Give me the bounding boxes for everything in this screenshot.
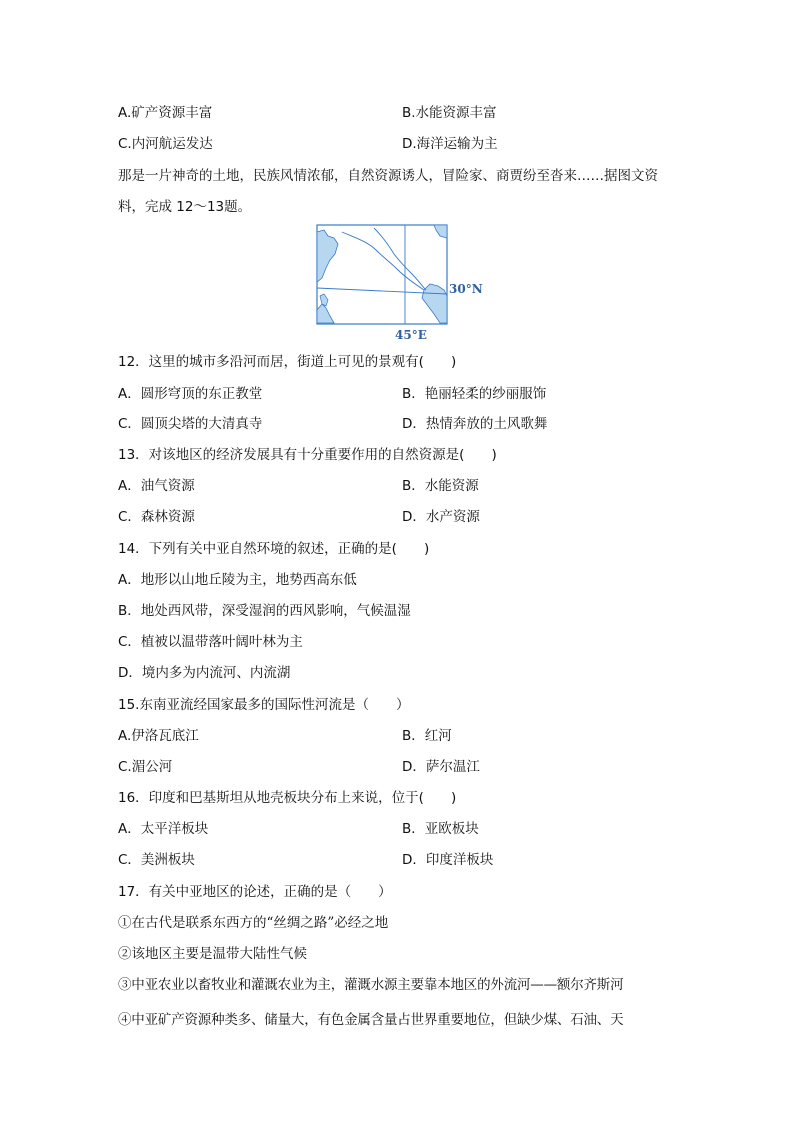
- intro-line-1: 那是一片神奇的土地，民族风情浓郁，自然资源诱人，冒险家、商贾纷至沓来……据图文资: [118, 168, 658, 184]
- q13-option-a: A．油气资源: [118, 478, 195, 494]
- prev-option-c: C.内河航运发达: [118, 136, 213, 152]
- q15-option-a: A.伊洛瓦底江: [118, 728, 199, 744]
- q13-stem: 13．对该地区的经济发展具有十分重要作用的自然资源是( ): [118, 447, 497, 463]
- region-map: [316, 224, 483, 346]
- q15-option-c: C.湄公河: [118, 759, 173, 775]
- q13-option-c: C．森林资源: [118, 509, 195, 525]
- q12-option-b: B．艳丽轻柔的纱丽服饰: [402, 386, 547, 402]
- intro-line-2: 料，完成 12～13题。: [118, 199, 252, 215]
- q12-option-a: A．圆形穹顶的东正教堂: [118, 386, 263, 402]
- q15-stem: 15.东南亚流经国家最多的国际性河流是（ ）: [118, 697, 410, 713]
- prev-option-a: A.矿产资源丰富: [118, 105, 213, 121]
- longitude-label: 45°E: [395, 328, 427, 342]
- q12-stem: 12．这里的城市多沿河而居，街道上可见的景观有( ): [118, 354, 457, 370]
- q14-option-c: C．植被以温带落叶阔叶林为主: [118, 634, 303, 650]
- q17-statement-1: ①在古代是联系东西方的“丝绸之路”必经之地: [118, 915, 389, 931]
- q17-statement-2: ②该地区主要是温带大陆性气候: [118, 946, 307, 962]
- q13-option-d: D．水产资源: [402, 509, 480, 525]
- q15-option-b: B．红河: [402, 728, 452, 744]
- q16-option-d: D．印度洋板块: [402, 852, 494, 868]
- q15-option-d: D．萨尔温江: [402, 759, 480, 775]
- q16-option-c: C．美洲板块: [118, 852, 195, 868]
- prev-option-d: D.海洋运输为主: [402, 136, 498, 152]
- q14-option-a: A．地形以山地丘陵为主，地势西高东低: [118, 572, 357, 588]
- q14-stem: 14．下列有关中亚自然环境的叙述，正确的是( ): [118, 541, 430, 557]
- q12-option-d: D．热情奔放的土风歌舞: [402, 416, 548, 432]
- q16-option-b: B．亚欧板块: [402, 821, 479, 837]
- latitude-label: 30°N: [449, 282, 483, 296]
- q16-stem: 16．印度和巴基斯坦从地壳板块分布上来说，位于( ): [118, 790, 457, 806]
- map-frame: [317, 225, 447, 324]
- q16-option-a: A．太平洋板块: [118, 821, 209, 837]
- prev-option-b: B.水能资源丰富: [402, 105, 497, 121]
- q12-option-c: C．圆顶尖塔的大清真寺: [118, 416, 263, 432]
- q14-option-d: D．境内多为内流河、内流湖: [118, 665, 291, 681]
- q17-statement-4: ④中亚矿产资源种类多、储量大，有色金属含量占世界重要地位，但缺少煤、石油、天: [118, 1012, 624, 1028]
- q17-statement-3: ③中亚农业以畜牧业和灌溉农业为主，灌溉水源主要靠本地区的外流河——额尔齐斯河: [118, 977, 624, 993]
- q17-stem: 17．有关中亚地区的论述，正确的是（ ）: [118, 884, 392, 900]
- q13-option-b: B．水能资源: [402, 478, 479, 494]
- q14-option-b: B．地处西风带，深受湿润的西风影响，气候温湿: [118, 603, 411, 619]
